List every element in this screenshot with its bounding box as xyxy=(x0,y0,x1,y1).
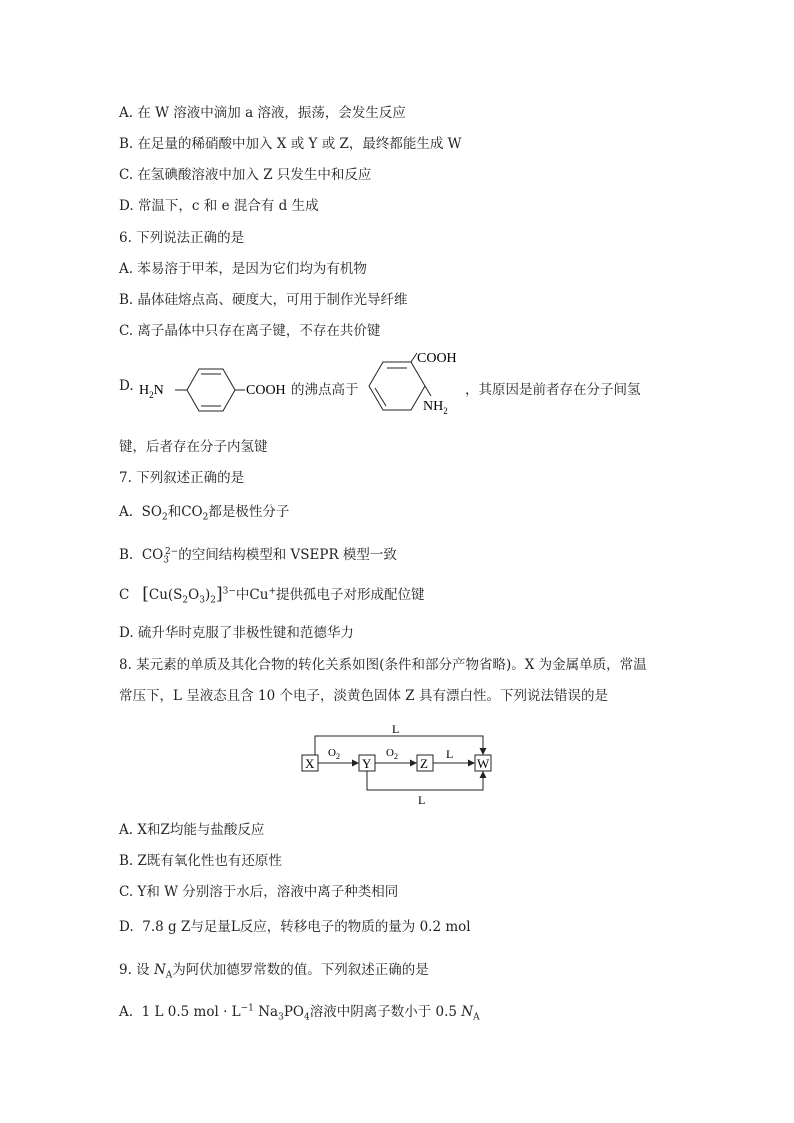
q6-option-c: C. 离子晶体中只存在离子键，不存在共价键 xyxy=(119,323,381,339)
cooh-group-2: COOH xyxy=(417,351,457,366)
q8-option-d: D. 7.8 g Z与足量L反应，转移电子的物质的量为 0.2 mol xyxy=(119,919,471,935)
q5-option-a: A. 在 W 溶液中滴加 a 溶液，振荡，会发生反应 xyxy=(119,105,406,121)
label-x: X xyxy=(305,756,315,771)
q5-option-d: D. 常温下，c 和 e 混合有 d 生成 xyxy=(119,198,319,214)
q5-option-b: B. 在足量的稀硝酸中加入 X 或 Y 或 Z，最终都能生成 W xyxy=(119,136,462,152)
label-l-bottom: L xyxy=(418,793,426,807)
benzene-ring-1 xyxy=(187,369,235,411)
q9-option-a: A. 1 L 0.5 mol · $L^{-1}$ $Na_3PO_4$溶液中阴离子数小于 0.5 $N_A$ xyxy=(119,1003,480,1023)
q6-d-label: D. xyxy=(119,378,134,394)
q8-stem-line2: 常压下，L 呈液态且含 10 个电子，淡黄色固体 Z 具有漂白性。下列说法错误的是 xyxy=(119,688,608,704)
q9-stem: 9. 设 $N_A$为阿伏加德罗常数的值。下列叙述正确的是 xyxy=(119,962,429,981)
q6-d-tail: ，其原因是前者存在分子间氢 xyxy=(465,382,641,398)
q8-transformation-diagram xyxy=(296,720,506,810)
q8-option-b: B. Z既有氧化性也有还原性 xyxy=(119,853,282,869)
q6-option-b: B. 晶体硅熔点高、硬度大，可用于制作光导纤维 xyxy=(119,292,408,308)
label-z: Z xyxy=(420,756,428,771)
h2n-group: $H_2N$ xyxy=(139,383,164,400)
q7-option-d: D. 硫升华时克服了非极性键和范德华力 xyxy=(119,625,354,641)
q8-stem-line1: 8. 某元素的单质及其化合物的转化关系如图(条件和部分产物省略)。X 为金属单质，常温 xyxy=(119,657,647,673)
label-o2-yz: $O_2$ xyxy=(386,747,398,761)
q7-option-b: B. $CO_3^{2-}$的空间结构模型和 VSEPR 模型一致 xyxy=(119,546,397,566)
aminobenzoic-acid-ortho-structure xyxy=(359,350,469,422)
label-y: Y xyxy=(362,756,372,771)
q8-option-a: A. X和Z均能与盐酸反应 xyxy=(119,822,265,838)
label-l-zw: L xyxy=(446,747,454,761)
q7-option-a: A. $SO_2$和$CO_2$都是极性分子 xyxy=(119,504,290,523)
benzene-ring-2 xyxy=(369,362,425,410)
q6-d-mid: 的沸点高于 xyxy=(291,382,359,398)
q6-option-d xyxy=(119,350,719,430)
q7-stem: 7. 下列叙述正确的是 xyxy=(119,470,245,486)
q7-option-c: C $[Cu(S_2O_3)_2]^{3-}$中Cu+提供孤电子对形成配位键 xyxy=(119,584,425,606)
label-o2-xy: $O_2$ xyxy=(328,747,340,761)
q6-option-d-continued: 键，后者存在分子内氢键 xyxy=(119,439,268,455)
q8-option-c: C. Y和 W 分别溶于水后，溶液中离子种类相同 xyxy=(119,884,399,900)
q6-stem: 6. 下列说法正确的是 xyxy=(119,230,245,246)
q6-option-a: A. 苯易溶于甲苯，是因为它们均为有机物 xyxy=(119,261,367,277)
label-l-top: L xyxy=(392,722,400,736)
q5-option-c: C. 在氢碘酸溶液中加入 Z 只发生中和反应 xyxy=(119,167,372,183)
nh2-group: $NH_2$ xyxy=(423,399,448,416)
label-w: W xyxy=(477,756,490,771)
cooh-group-1: COOH xyxy=(246,383,286,398)
